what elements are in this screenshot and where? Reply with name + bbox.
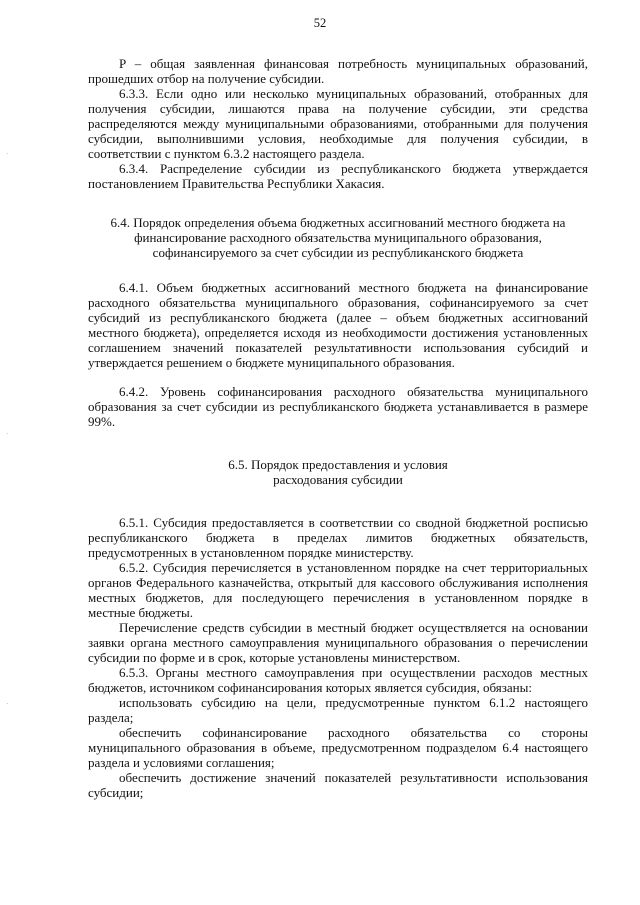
section-heading-6-4-line-3: софинансируемого за счет субсидии из республиканского бюджета: [152, 245, 524, 260]
paragraph-achievement: обеспечить достижение значений показателей результативности использования субсидии;: [88, 770, 588, 800]
paragraph-6-5-1: 6.5.1. Субсидия предоставляется в соответствии со сводной бюджетной росписью республиканского бюджета в пределах лимитов бюджетных обязательств, предусмотренных в установленном порядке министерству.: [88, 515, 588, 560]
section-heading-6-5-line-1: 6.5. Порядок предоставления и условия: [228, 457, 448, 472]
section-heading-6-4-line-2: финансирование расходного обязательства муниципального образования,: [134, 230, 542, 245]
scan-margin-mark: ·: [6, 430, 9, 438]
paragraph-transfer: Перечисление средств субсидии в местный бюджет осуществляется на основании заявки органа местного самоуправления муниципального образования о перечислении субсидии по форме и в срок, которые установлены министерством.: [88, 620, 588, 665]
section-heading-6-5-line-2: расходования субсидии: [273, 472, 403, 487]
paragraph-6-5-2: 6.5.2. Субсидия перечисляется в установленном порядке на счет территориальных органов Федерального казначейства, открытый для кассового обслуживания исполнения местных бюджетов, для последующего перечисления в установленном порядке в местные бюджеты.: [88, 560, 588, 620]
paragraph-6-4-1: 6.4.1. Объем бюджетных ассигнований местного бюджета на финансирование расходного обязательства муниципального образования, софинансируемого за счет субсидий из республиканского бюджета (далее – объем бюджетных ассигнований местного бюджета), определяется исходя из необходимости достижения установленных соглашением значений показателей результативности использования субсидий и утверждается решением о бюджете муниципального образования.: [88, 280, 588, 370]
document-body: [88, 56, 588, 800]
paragraph-6-4-2: 6.4.2. Уровень софинансирования расходного обязательства муниципального образования за счет субсидии из республиканского бюджета устанавливается в размере 99%.: [88, 384, 588, 429]
page-number: 52: [313, 16, 327, 30]
section-heading-6-4: [88, 215, 588, 260]
section-heading-6-5: [88, 457, 588, 487]
paragraph-6-3-4: 6.3.4. Распределение субсидии из республиканского бюджета утверждается постановлением Правительства Республики Хакасия.: [88, 161, 588, 191]
paragraph-6-3-3: 6.3.3. Если одно или несколько муниципальных образований, отобранных для получения субсидии, лишаются права на получение субсидии, эти средства распределяются между муниципальными образованиями, отобранными для получения субсидии, выполнившими условия, необходимые для получения субсидии, в соответствии с пунктом 6.3.2 настоящего раздела.: [88, 86, 588, 161]
paragraph-use-subsidy: использовать субсидию на цели, предусмотренные пунктом 6.1.2 настоящего раздела;: [88, 695, 588, 725]
section-heading-6-4-line-1: 6.4. Порядок определения объема бюджетных ассигнований местного бюджета на: [110, 215, 566, 230]
paragraph-6-5-3: 6.5.3. Органы местного самоуправления при осуществлении расходов местных бюджетов, источником софинансирования которых является субсидия, обязаны:: [88, 665, 588, 695]
paragraph-p-definition: P – общая заявленная финансовая потребность муниципальных образований, прошедших отбор на получение субсидии.: [88, 56, 588, 86]
paragraph-cofinancing: обеспечить софинансирование расходного обязательства со стороны муниципального образования в объеме, предусмотренном подразделом 6.4 настоящего раздела и условиями соглашения;: [88, 725, 588, 770]
scan-margin-mark: ·: [6, 700, 9, 708]
scan-margin-mark: ·: [6, 150, 9, 158]
